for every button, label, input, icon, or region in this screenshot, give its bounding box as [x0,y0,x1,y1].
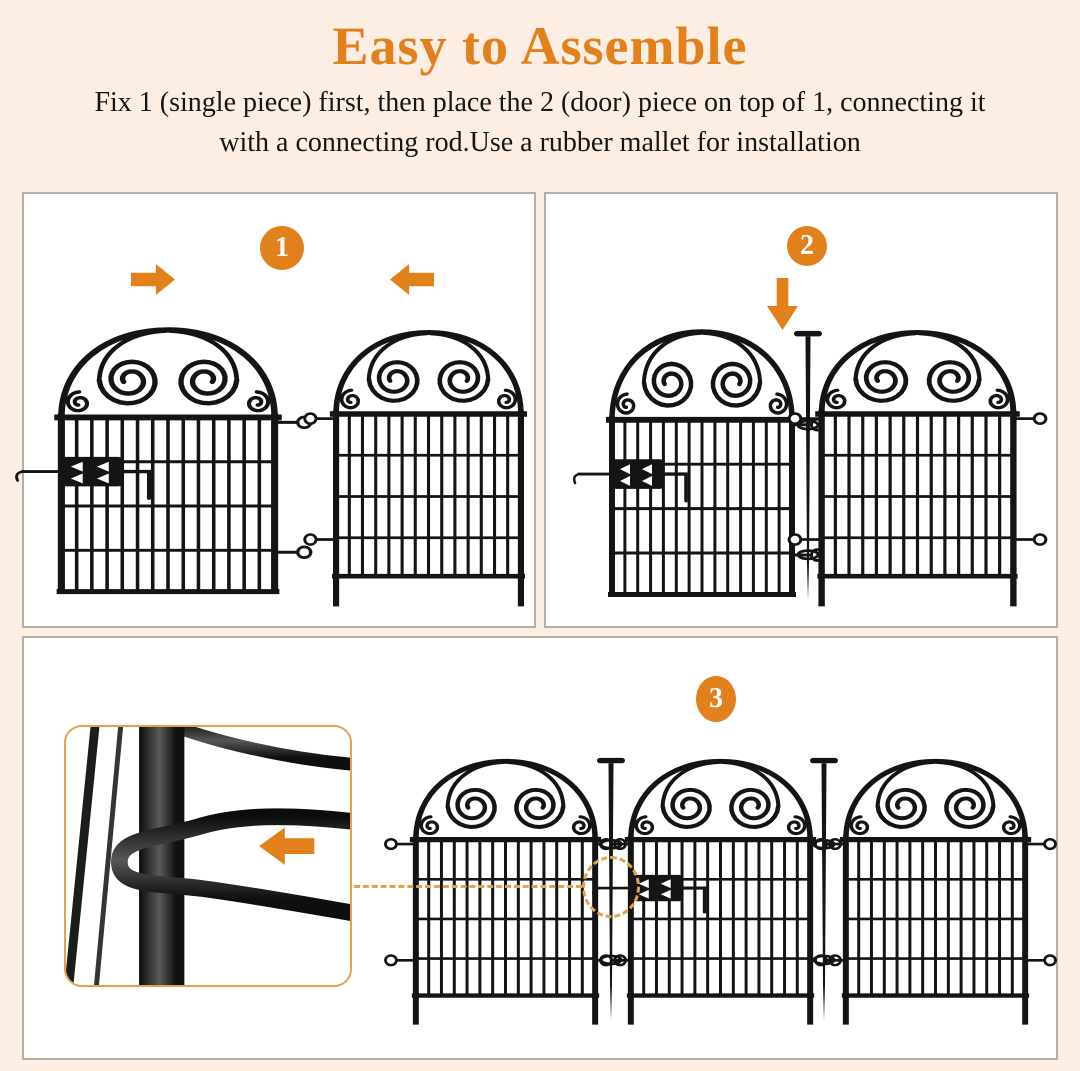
arrow-left-icon [390,264,434,295]
subtitle-line-2: with a connecting rod.Use a rubber mallet for installation [219,127,861,159]
joint-detail-inset [64,725,352,987]
detail-callout-line [354,885,582,888]
step-3-panel [22,636,1058,1060]
fence-door-panel [14,324,322,629]
page-title: Easy to Assemble [332,16,748,76]
arrow-right-icon [131,264,175,295]
step-3-badge: 3 [696,676,736,722]
step-1-panel [22,192,536,628]
joint-closeup-photo [66,727,350,985]
step-2-panel [544,192,1058,628]
subtitle-line-1: Fix 1 (single piece) first, then place the 2 (door) piece on top of 1, connecting it [94,86,986,118]
header [0,0,1080,164]
detail-callout-ellipse [582,856,640,918]
connecting-rod [802,757,846,1024]
connecting-rod [786,330,830,604]
step-2-badge: 2 [787,226,827,266]
fence-single-panel [295,327,562,611]
arrow-down-icon [767,278,798,330]
step-1-badge: 1 [260,226,304,270]
